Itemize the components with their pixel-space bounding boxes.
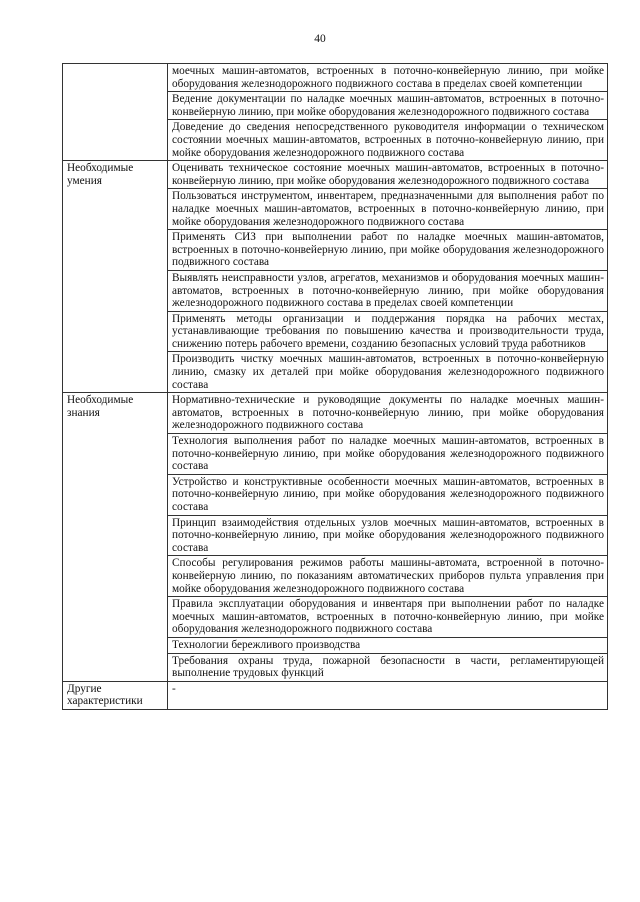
item-text: Технологии бережливого производства [168,637,608,653]
item-text: Пользоваться инструментом, инвентарем, предназначенными для выполнения работ по наладке моечных машин-автоматов, встроенных в поточно-конвейерную линию, при мойке оборудования железнодорожного подвижного состава [168,189,608,230]
item-text: Принцип взаимодействия отдельных узлов моечных машин-автоматов, встроенных в поточно-конвейерную линию, при мойке оборудования железнодорожного подвижного состава [168,515,608,556]
item-text: Правила эксплуатации оборудования и инвентаря при выполнении работ по наладке моечных машин-автоматов, встроенных в поточно-конвейерную линию, при мойке оборудования железнодорожного подвижного состава [168,597,608,638]
item-text: Доведение до сведения непосредственного руководителя информации о техническом состоянии моечных машин-автоматов, встроенных в поточно-конвейерную линию, при мойке оборудования железнодорожного подвижного состава [168,120,608,161]
requirements-table [62,63,608,710]
item-text: Выявлять неисправности узлов, агрегатов, механизмов и оборудования моечных машин-автоматов, встроенных в поточно-конвейерную линию, при мойке оборудования железнодорожного подвижного состава в пределах своей компетенции [168,270,608,311]
table-row [63,64,608,92]
section-label [63,64,168,161]
section-label-knowledge: Необходимые знания [63,393,168,681]
item-text: Применять методы организации и поддержания порядка на рабочих местах, устанавливающие требования по повышению качества и производительности труда, снижению потерь рабочего времени, созданию безопасных условий труда работников [168,311,608,352]
item-text: Оценивать техническое состояние моечных машин-автоматов, встроенных в поточно-конвейерную линию, при мойке оборудования железнодорожного подвижного состава [168,161,608,189]
section-label-other: Другие характеристики [63,681,168,709]
table-row [63,681,608,709]
item-text: Ведение документации по наладке моечных машин-автоматов, встроенных в поточно-конвейерную линию, при мойке оборудования железнодорожного подвижного состава [168,92,608,120]
item-text: Устройство и конструктивные особенности моечных машин-автоматов, встроенных в поточно-конвейерную линию, при мойке оборудования железнодорожного подвижного состава [168,474,608,515]
table-row [63,393,608,434]
page-number: 40 [314,33,326,45]
item-text: Требования охраны труда, пожарной безопасности в части, регламентирующей выполнение трудовых функций [168,653,608,681]
item-text: Производить чистку моечных машин-автоматов, встроенных в поточно-конвейерную линию, смазку их деталей при мойке оборудования железнодорожного подвижного состава [168,352,608,393]
table-row [63,161,608,189]
item-text: Нормативно-технические и руководящие документы по наладке моечных машин-автоматов, встроенных в поточно-конвейерную линию, при мойке оборудования железнодорожного подвижного состава [168,393,608,434]
item-text: Применять СИЗ при выполнении работ по наладке моечных машин-автоматов, встроенных в поточно-конвейерную линию, при мойке оборудования железнодорожного подвижного состава [168,230,608,271]
item-text: моечных машин-автоматов, встроенных в поточно-конвейерную линию, при мойке оборудования железнодорожного подвижного состава в пределах своей компетенции [168,64,608,92]
item-text: Способы регулирования режимов работы машины-автомата, встроенной в поточно-конвейерную линию, по показаниям автоматических приборов пульта управления при мойке оборудования железнодорожного подвижного состава [168,556,608,597]
item-text: - [168,681,608,709]
section-label-skills: Необходимые умения [63,161,168,393]
item-text: Технология выполнения работ по наладке моечных машин-автоматов, встроенных в поточно-конвейерную линию, при мойке оборудования железнодорожного подвижного состава [168,434,608,475]
